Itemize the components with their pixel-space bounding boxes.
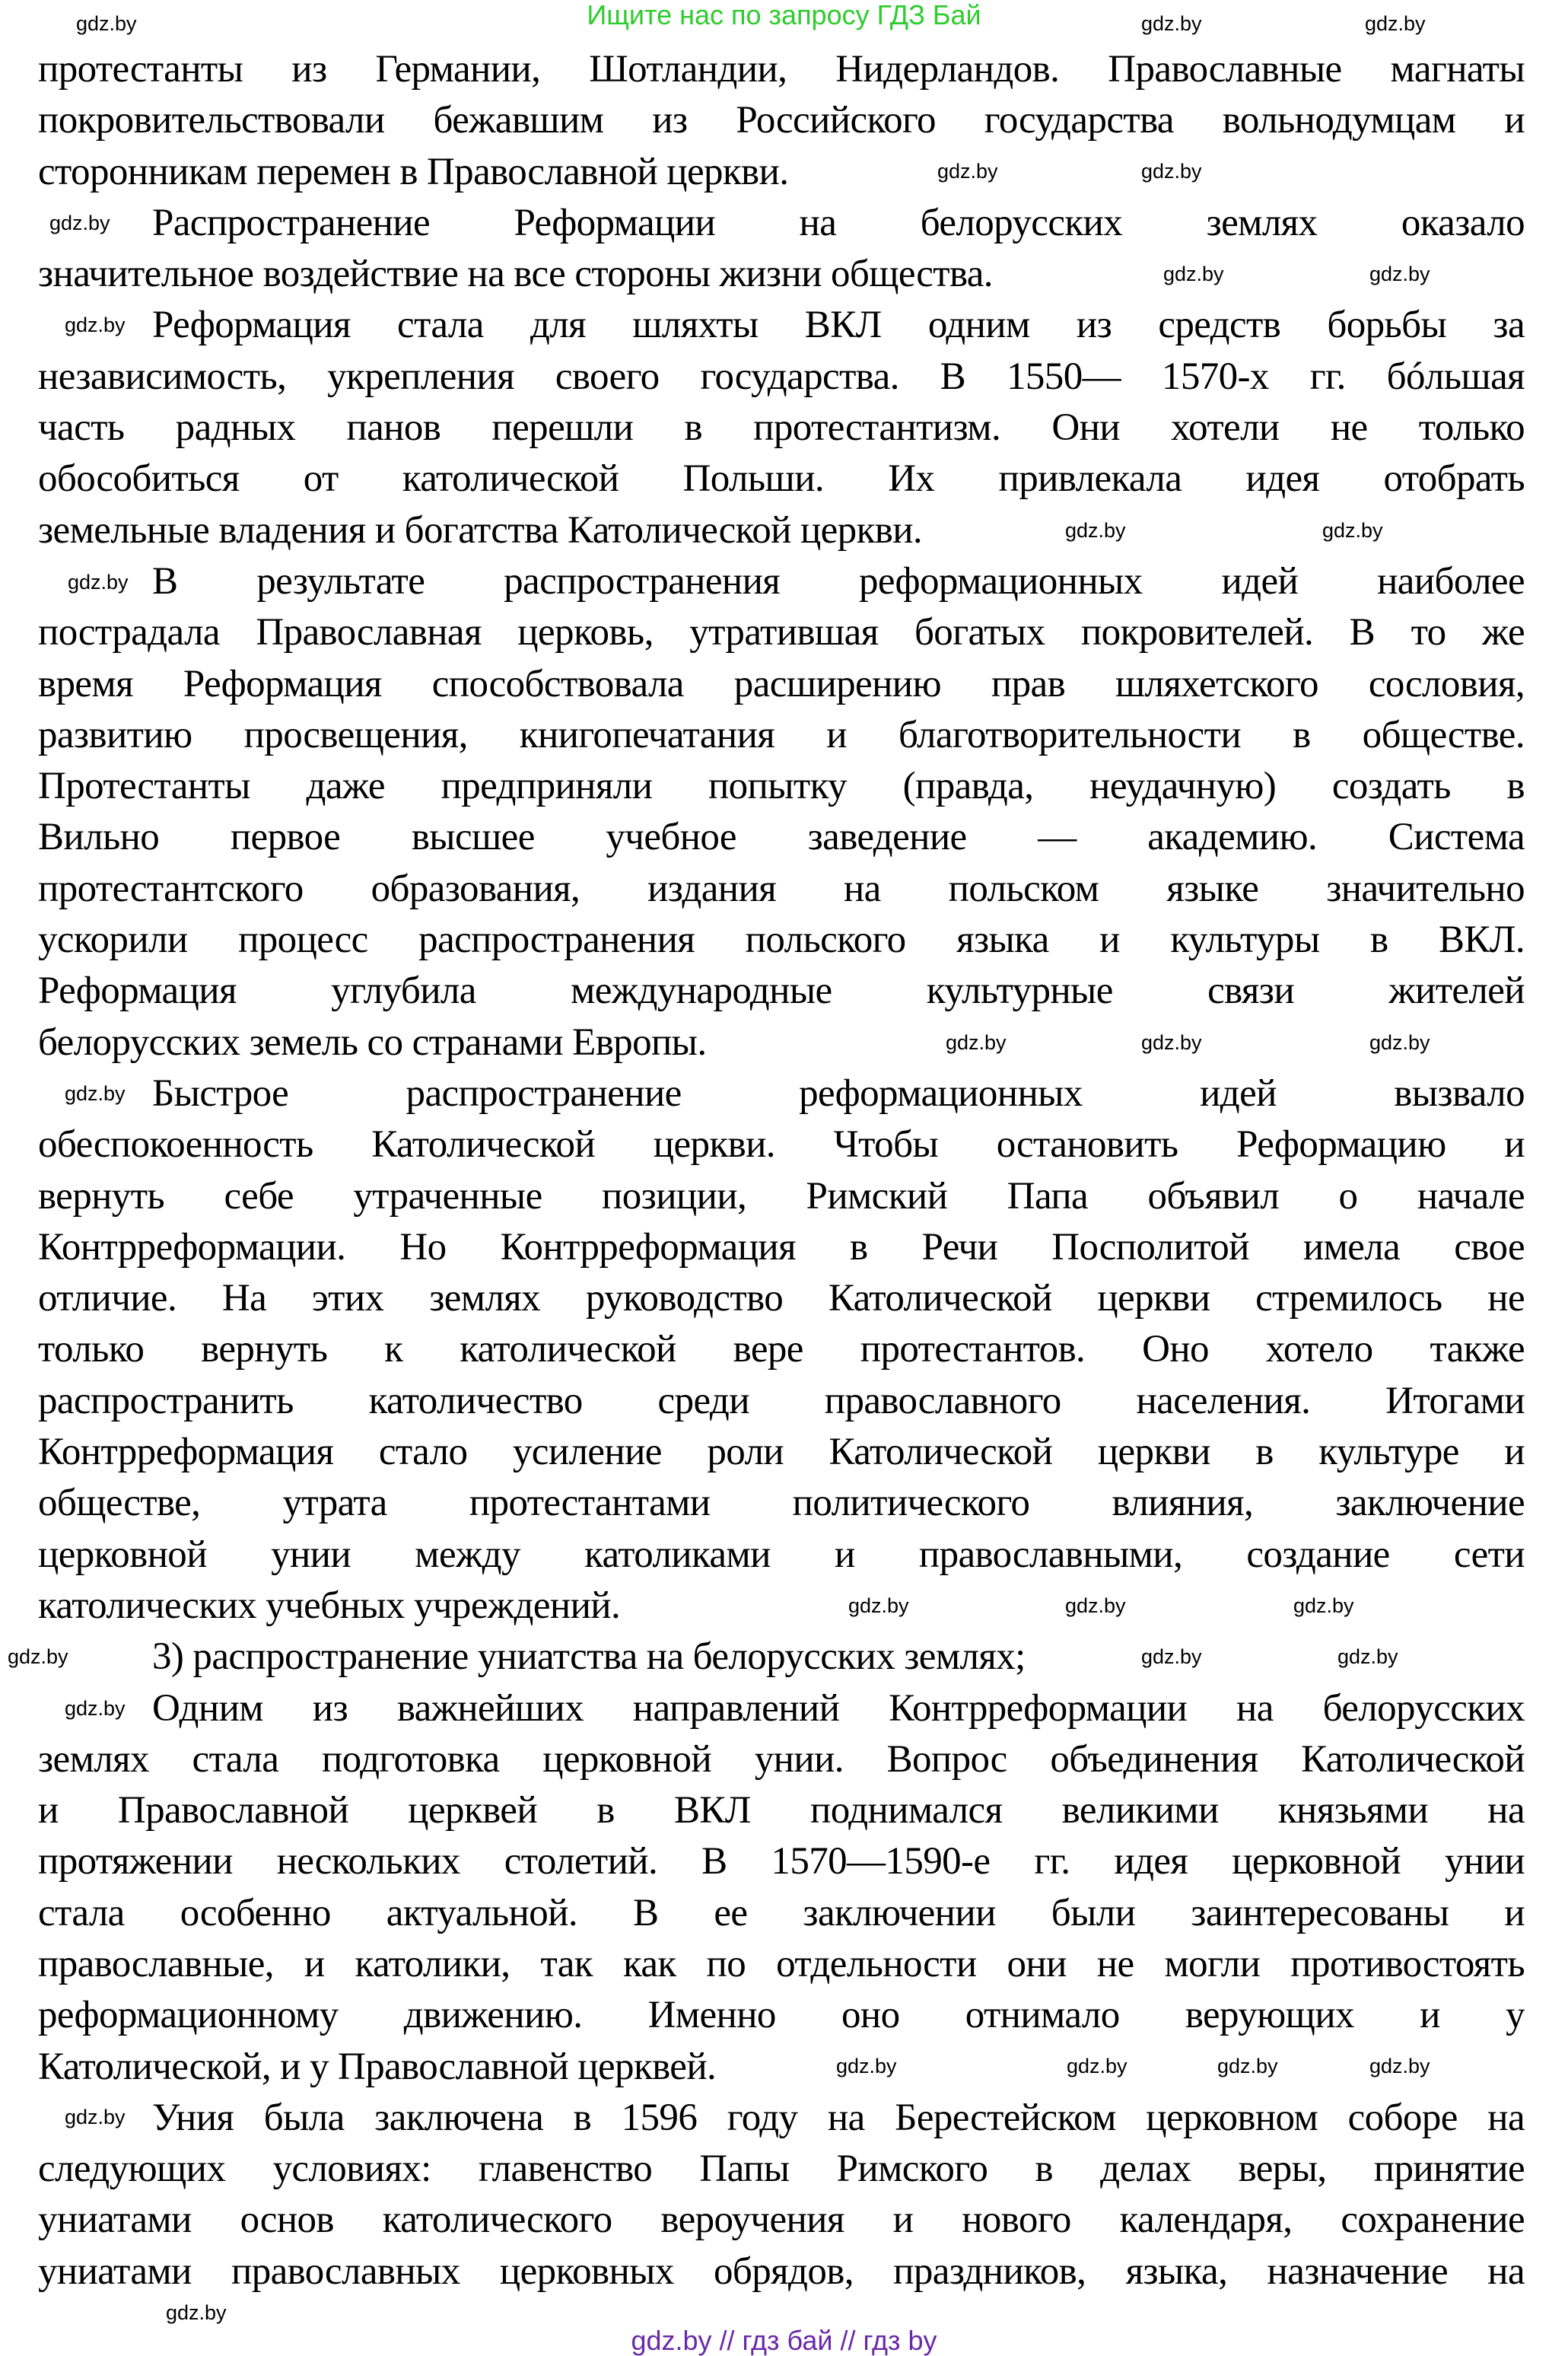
watermark: gdz.by: [1369, 263, 1430, 285]
watermark: gdz.by: [1322, 519, 1383, 542]
text-line: Быстрое распространение реформационных идей вызвало: [152, 1071, 1525, 1115]
watermark: gdz.by: [1217, 2055, 1278, 2077]
text-line: время Реформация способствовала расширению прав шляхетского сословия,: [38, 662, 1525, 705]
text-line: Контрреформация стало усиление роли Католической церкви в культуре и: [38, 1431, 1525, 1474]
text-line: Одним из важнейших направлений Контрреформации на белорусских: [152, 1686, 1525, 1730]
text-line: протяжении нескольких столетий. В 1570—1590-е гг. идея церковной унии: [38, 1840, 1525, 1883]
watermark: gdz.by: [65, 2106, 126, 2128]
watermark: gdz.by: [1141, 12, 1202, 35]
watermark: gdz.by: [1337, 1645, 1398, 1668]
text-line: Реформация стала для шляхты ВКЛ одним из средств борьбы за: [152, 304, 1525, 347]
text-line: белорусских земель со странами Европы.: [38, 1020, 707, 1064]
watermark: gdz.by: [1141, 1031, 1202, 1054]
watermark: gdz.by: [1369, 2055, 1430, 2077]
text-line: сторонникам перемен в Православной церкви.: [38, 150, 789, 193]
text-line: Уния была заключена в 1596 году на Берестейском церковном соборе на: [152, 2096, 1525, 2139]
watermark: gdz.by: [49, 212, 110, 234]
watermark: gdz.by: [1065, 1594, 1126, 1617]
text-line: униатами православных церковных обрядов, праздников, языка, назначение на: [38, 2249, 1525, 2293]
watermark: gdz.by: [946, 1031, 1007, 1054]
text-line: католических учебных учреждений.: [38, 1584, 621, 1627]
watermark: gdz.by: [8, 1645, 68, 1668]
watermark: gdz.by: [76, 12, 137, 35]
text-line: униатами основ католического вероучения и нового календаря, сохранение: [38, 2198, 1525, 2242]
text-line: обществе, утрата протестантами политического влияния, заключение: [38, 1482, 1525, 1525]
text-line: следующих условиях: главенство Папы Римского в делах веры, принятие: [38, 2147, 1525, 2191]
watermark: gdz.by: [1141, 160, 1202, 183]
text-line: реформационному движению. Именно оно отнимало верующих и у: [38, 1994, 1525, 2037]
text-line: церковной унии между католиками и православными, создание сети: [38, 1533, 1525, 1576]
text-line: Контрреформации. Но Контрреформация в Речи Посполитой имела свое: [38, 1225, 1525, 1269]
watermark: gdz.by: [65, 1697, 126, 1720]
section-heading: 3) распространение униатства на белорусских землях;: [152, 1635, 1026, 1679]
text-line: только вернуть к католической вере протестантов. Оно хотело также: [38, 1328, 1525, 1371]
text-line: отличие. На этих землях руководство Католической церкви стремилось не: [38, 1277, 1525, 1320]
text-line: Протестанты даже предприняли попытку (правда, неудачную) создать в: [38, 765, 1525, 808]
watermark: gdz.by: [68, 571, 129, 594]
text-line: Реформация углубила международные культурные связи жителей: [38, 969, 1525, 1013]
document-body: [38, 44, 1525, 2297]
watermark: gdz.by: [1163, 263, 1224, 285]
text-line: земельные владения и богатства Католической церкви.: [38, 508, 923, 552]
text-line: покровительствовали бежавшим из Российского государства вольнодумцам и: [38, 99, 1525, 142]
text-line: В результате распространения реформационных идей наиболее: [152, 559, 1525, 603]
watermark: gdz.by: [166, 2301, 227, 2324]
text-line: стала особенно актуальной. В ее заключении были заинтересованы и: [38, 1891, 1525, 1934]
text-line: Католической, и у Православной церквей.: [38, 2045, 717, 2088]
watermark: gdz.by: [1141, 1645, 1202, 1668]
watermark: gdz.by: [848, 1594, 909, 1617]
watermark: gdz.by: [1067, 2055, 1127, 2077]
watermark: gdz.by: [1369, 1031, 1430, 1054]
text-line: землях стала подготовка церковной унии. Вопрос объединения Католической: [38, 1737, 1525, 1781]
text-line: независимость, укрепления своего государства. В 1550— 1570-х гг. бóльшая: [38, 355, 1525, 398]
search-hint-banner: Ищите нас по запросу ГДЗ Бай: [587, 0, 981, 30]
text-line: и Православной церквей в ВКЛ поднимался великими князьями на: [38, 1789, 1525, 1832]
watermark: gdz.by: [1365, 12, 1426, 35]
watermark: gdz.by: [937, 160, 998, 183]
text-line: обособиться от католической Польши. Их привлекала идея отобрать: [38, 457, 1525, 501]
watermark: gdz.by: [1293, 1594, 1354, 1617]
footer-links: gdz.by // гдз бай // гдз by: [631, 2325, 937, 2356]
text-line: протестантского образования, издания на польском языке значительно: [38, 867, 1525, 910]
text-line: протестанты из Германии, Шотландии, Нидерландов. Православные магнаты: [38, 48, 1525, 91]
watermark: gdz.by: [65, 1082, 126, 1105]
text-line: часть радных панов перешли в протестантизм. Они хотели не только: [38, 406, 1525, 450]
watermark: gdz.by: [836, 2055, 897, 2077]
watermark: gdz.by: [1065, 519, 1126, 542]
text-line: Распространение Реформации на белорусских землях оказало: [152, 201, 1525, 244]
text-line: православные, и католики, так как по отдельности они не могли противостоять: [38, 1942, 1525, 1985]
text-line: значительное воздействие на все стороны жизни общества.: [38, 253, 993, 296]
text-line: пострадала Православная церковь, утратившая богатых покровителей. В то же: [38, 611, 1525, 654]
text-line: распространить католичество среди православного населения. Итогами: [38, 1379, 1525, 1422]
text-line: обеспокоенность Католической церкви. Чтобы остановить Реформацию и: [38, 1123, 1525, 1167]
watermark: gdz.by: [65, 314, 126, 336]
text-line: вернуть себе утраченные позиции, Римский Папа объявил о начале: [38, 1174, 1525, 1218]
text-line: ускорили процесс распространения польского языка и культуры в ВКЛ.: [38, 919, 1525, 962]
text-line: Вильно первое высшее учебное заведение — академию. Система: [38, 816, 1525, 859]
text-line: развитию просвещения, книгопечатания и благотворительности в обществе.: [38, 713, 1525, 756]
